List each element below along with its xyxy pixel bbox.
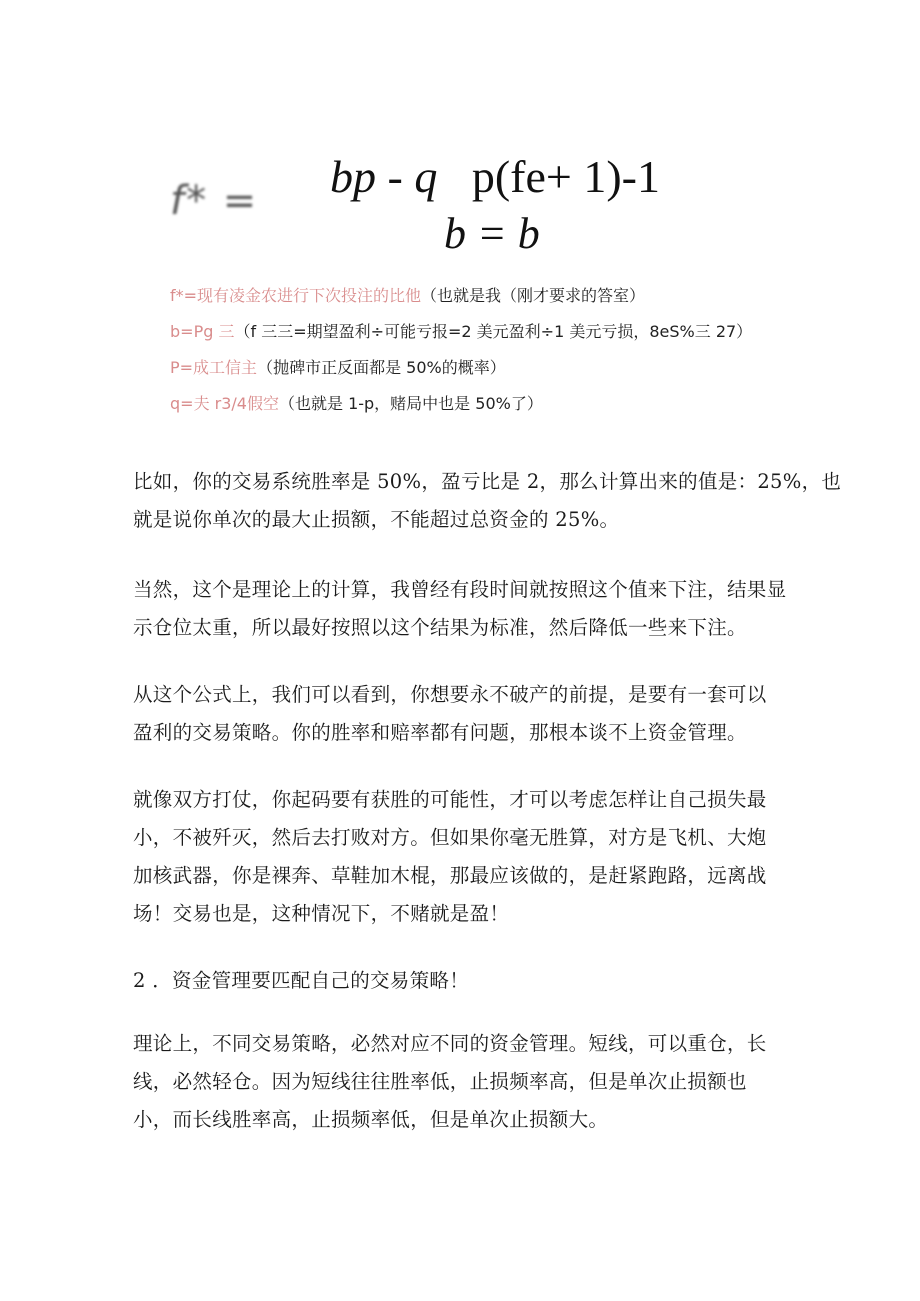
paragraph-line: 小，而长线胜率高，止损频率低，但是单次止损额大。 [133, 1108, 609, 1131]
definition-key: P=成工信主 [170, 358, 258, 377]
paragraph-example [133, 463, 842, 539]
definition-key: q=夫 r3/4假空 [170, 394, 279, 413]
definition-text: （抛碑市正反面都是 50%的概率） [257, 358, 506, 377]
paragraph-line: 线，必然轻仓。因为短线往往胜率低，止损频率高，但是单次止损额也 [133, 1070, 747, 1093]
formula-numerator [330, 150, 660, 203]
formula-denominator: b = b [444, 209, 540, 258]
definition-text: （也就是我（刚才要求的答室） [421, 286, 646, 305]
paragraph-line: 场！交易也是，这种情况下，不赌就是盈！ [133, 902, 510, 925]
paragraph-strategy [133, 1025, 793, 1139]
paragraph-line: 示仓位太重，所以最好按照以这个结果为标准，然后降低一些来下注。 [133, 616, 747, 639]
definition-key: b=Pg 三 [170, 322, 235, 341]
paragraph-premise [133, 676, 793, 752]
paragraph-line: 当然，这个是理论上的计算，我曾经有段时间就按照这个值来下注，结果显 [133, 578, 787, 601]
definition-text: （也就是 1-p，赌局中也是 50%了） [278, 394, 543, 413]
paragraph-line: 比如，你的交易系统胜率是 50%，盈亏比是 2，那么计算出来的值是：25%，也 [133, 470, 842, 493]
paragraph-line: 理论上，不同交易策略，必然对应不同的资金管理。短线，可以重仓，长 [133, 1032, 767, 1055]
formula-numerator-b: p(fe+ 1)-1 [471, 151, 660, 202]
paragraph-line: 就像双方打仗，你起码要有获胜的可能性，才可以考虑怎样让自己损失最 [133, 788, 767, 811]
paragraph-line: 加核武器，你是裸奔、草鞋加木棍，那最应该做的，是赶紧跑路，远离战 [133, 864, 767, 887]
definition-p [170, 350, 752, 386]
definition-b [170, 314, 752, 350]
formula-lhs: f* = [170, 178, 259, 224]
paragraph-war-analogy [133, 781, 793, 933]
variable-definitions [170, 278, 752, 422]
definition-f [170, 278, 752, 314]
definition-q [170, 386, 752, 422]
definition-text: （f 三三=期望盈利÷可能亏报=2 美元盈利÷1 美元亏损，8eS%三 27） [234, 322, 753, 341]
paragraph-line: 从这个公式上，我们可以看到，你想要永不破产的前提，是要有一套可以 [133, 683, 767, 706]
paragraph-line: 小，不被歼灭，然后去打败对方。但如果你毫无胜算，对方是飞机、大炮 [133, 826, 767, 849]
paragraph-line: 盈利的交易策略。你的胜率和赔率都有问题，那根本谈不上资金管理。 [133, 721, 747, 744]
formula-numerator-a: bp - q [330, 151, 438, 202]
paragraph-line: 就是说你单次的最大止损额，不能超过总资金的 25%。 [133, 508, 620, 531]
heading-line: 2 ．资金管理要匹配自己的交易策略！ [133, 969, 470, 992]
paragraph-theory [133, 571, 793, 647]
section-heading [133, 962, 793, 1000]
definition-key: f*=现有凌金农进行下次投注的比他 [170, 286, 422, 305]
